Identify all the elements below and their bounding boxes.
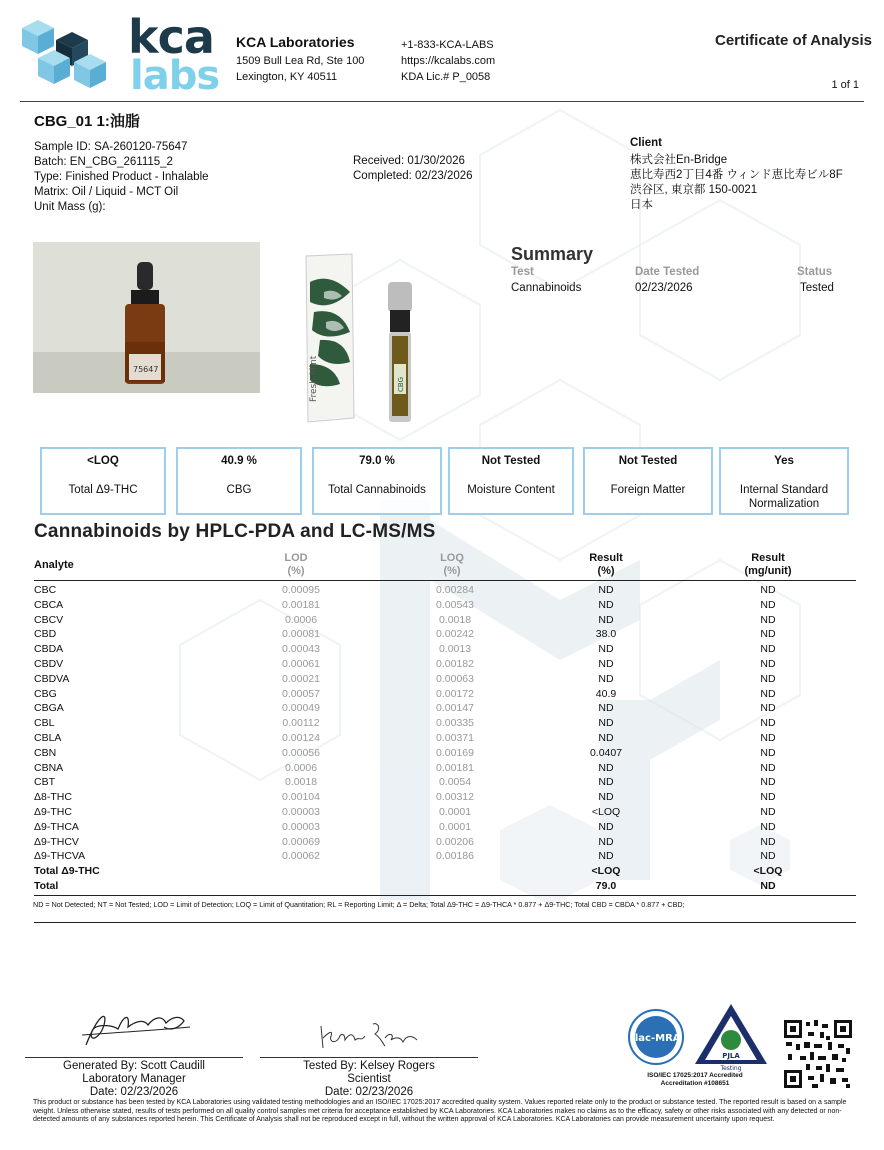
- result-pct-cell: ND: [598, 643, 614, 656]
- analyte-cell: Total Δ9-THC: [34, 865, 100, 878]
- result-mg-cell: ND: [760, 880, 776, 892]
- column-header-loq-label: LOQ: [440, 552, 464, 564]
- loq-cell: 0.0001: [438, 806, 472, 818]
- loq-cell: 0.00186: [436, 850, 474, 863]
- loq-cell: 0.00206: [436, 835, 474, 848]
- accreditation-line-2: Accreditation #108651: [660, 1080, 730, 1087]
- lod-cell: 0.00062: [282, 850, 320, 863]
- loq-cell: 0.00543: [436, 598, 474, 611]
- sample-photo-label: 75647: [133, 365, 159, 374]
- result-mg-cell: ND: [760, 613, 776, 626]
- lod-cell: 0.0006: [284, 613, 318, 626]
- result-mg-cell: ND: [760, 806, 776, 818]
- result-mg-cell: ND: [760, 820, 776, 833]
- package-label: Fresh Mint: [309, 355, 319, 402]
- result-pct-cell: ND: [598, 761, 614, 774]
- result-pct-cell: ND: [598, 598, 614, 611]
- kca-logo-icon: [20, 18, 120, 98]
- generated-by-name: Generated By: Scott Caudill: [63, 1060, 205, 1072]
- result-pct-cell: ND: [598, 717, 614, 730]
- result-pct-cell: 79.0: [595, 880, 617, 892]
- table-row: [34, 687, 856, 702]
- result-mg-cell: ND: [760, 598, 776, 611]
- header-divider: [20, 101, 864, 102]
- result-mg-cell: ND: [760, 776, 776, 789]
- matrix: Matrix: Oil / Liquid - MCT Oil: [34, 186, 179, 198]
- summary-title: Summary: [511, 244, 594, 264]
- ilac-text: ilac-MRA: [631, 1033, 681, 1044]
- result-pct-cell: 40.9: [595, 687, 617, 700]
- unit-mass: Unit Mass (g):: [34, 201, 106, 213]
- loq-cell: 0.00063: [436, 672, 474, 685]
- analyte-cell: CBDV: [34, 658, 64, 670]
- table-row: [34, 627, 856, 642]
- footnote-divider: [34, 922, 856, 923]
- analyte-cell: CBDVA: [34, 672, 70, 685]
- table-row: [34, 583, 856, 598]
- accreditation-text: [620, 1072, 770, 1088]
- table-total-row: [34, 879, 856, 894]
- generated-by-block: [25, 1060, 243, 1099]
- summary-test: Cannabinoids: [511, 282, 582, 294]
- column-header-result-mg-unit: (mg/unit): [744, 565, 792, 577]
- analyte-cell: CBN: [34, 746, 57, 759]
- summary-header-status: Status: [797, 266, 833, 278]
- tested-by-title: Scientist: [347, 1073, 391, 1085]
- result-pct-cell: <LOQ: [591, 865, 621, 878]
- loq-cell: 0.00147: [436, 702, 474, 715]
- lod-cell: 0.00003: [282, 820, 320, 833]
- dates: [353, 154, 473, 184]
- signature-line-tested: [260, 1057, 478, 1058]
- result-mg-cell: ND: [760, 850, 776, 863]
- loq-cell: 0.0001: [438, 820, 472, 833]
- lod-cell: 0.00057: [282, 687, 320, 700]
- accreditation-line-1: ISO/IEC 17025:2017 Accredited: [647, 1072, 743, 1079]
- generated-by-title: Laboratory Manager: [82, 1073, 186, 1085]
- table-row: [34, 790, 856, 805]
- loq-cell: 0.00335: [436, 717, 474, 730]
- logo-text-labs: labs: [130, 53, 220, 99]
- table-header-divider: [34, 580, 856, 581]
- loq-cell: 0.00371: [436, 732, 474, 744]
- column-header-result-pct-label: Result: [589, 552, 623, 564]
- sample-title: CBG_01 1:油脂: [34, 113, 140, 130]
- qr-code-icon[interactable]: [782, 1018, 854, 1090]
- loq-cell: 0.00242: [436, 628, 474, 641]
- sample-type: Type: Finished Product - Inhalable: [34, 171, 209, 183]
- received-date: Received: 01/30/2026: [353, 155, 465, 167]
- analyte-cell: CBCV: [34, 613, 64, 626]
- sample-id: Sample ID: SA-260120-75647: [34, 141, 188, 153]
- column-header-result-mg: [723, 552, 813, 578]
- lod-cell: 0.00104: [282, 791, 320, 804]
- client-line-3: 渋谷区, 東京都 150-0021: [630, 184, 758, 196]
- key-result-value: 40.9 %: [221, 455, 257, 467]
- column-header-lod-unit: (%): [287, 565, 305, 577]
- table-row: [34, 746, 856, 761]
- tested-by-date: Date: 02/23/2026: [324, 1086, 414, 1098]
- result-pct-cell: ND: [598, 672, 614, 685]
- signature-line-generated: [25, 1057, 243, 1058]
- table-row: [34, 849, 856, 864]
- key-result-value: 79.0 %: [359, 455, 395, 467]
- lod-cell: 0.00124: [282, 732, 320, 744]
- analyte-cell: CBGA: [34, 702, 64, 715]
- lod-cell: 0.00181: [282, 598, 320, 611]
- lod-cell: 0.00003: [282, 806, 320, 818]
- table-row: [34, 642, 856, 657]
- table-row: [34, 701, 856, 716]
- sample-details: [34, 140, 209, 215]
- key-result-box: [448, 447, 574, 515]
- lod-cell: 0.00043: [282, 643, 320, 656]
- key-result-label: Internal Standard Normalization: [739, 484, 829, 510]
- column-header-result-pct: [561, 552, 651, 578]
- result-pct-cell: ND: [598, 658, 614, 670]
- loq-cell: 0.00169: [436, 746, 474, 759]
- lod-cell: 0.00049: [282, 702, 320, 715]
- pjla-subtext: Testing: [720, 1065, 742, 1072]
- result-pct-cell: ND: [598, 791, 614, 804]
- result-mg-cell: ND: [760, 672, 776, 685]
- section-title: Cannabinoids by HPLC-PDA and LC-MS/MS: [34, 521, 436, 542]
- key-result-box: [719, 447, 849, 515]
- table-row: [34, 761, 856, 776]
- analyte-cell: Δ8-THC: [34, 791, 72, 804]
- analyte-cell: CBLA: [34, 732, 62, 744]
- analyte-cell: Total: [34, 880, 59, 892]
- result-pct-cell: ND: [598, 613, 614, 626]
- key-result-box: [583, 447, 713, 515]
- loq-cell: 0.00312: [436, 791, 474, 804]
- lod-cell: 0.0018: [284, 776, 318, 789]
- result-mg-cell: ND: [760, 746, 776, 759]
- result-mg-cell: <LOQ: [753, 865, 783, 878]
- page-number: 1 of 1: [831, 79, 859, 91]
- result-mg-cell: ND: [760, 791, 776, 804]
- lod-cell: 0.0006: [284, 761, 318, 774]
- analyte-cell: CBCA: [34, 598, 64, 611]
- key-result-value: Not Tested: [618, 455, 678, 467]
- table-row: [34, 835, 856, 850]
- analyte-cell: CBDA: [34, 643, 64, 656]
- result-mg-cell: ND: [760, 761, 776, 774]
- column-header-loq-unit: (%): [443, 565, 461, 577]
- analyte-cell: Δ9-THCVA: [34, 850, 86, 863]
- column-header-analyte: Analyte: [34, 559, 74, 571]
- table-row: [34, 613, 856, 628]
- loq-cell: 0.00181: [436, 761, 474, 774]
- key-result-value: Yes: [774, 455, 794, 467]
- column-header-result-mg-label: Result: [751, 552, 785, 564]
- pjla-text: PJLA: [722, 1052, 740, 1060]
- loq-cell: 0.00182: [436, 658, 474, 670]
- result-mg-cell: ND: [760, 687, 776, 700]
- result-mg-cell: ND: [760, 628, 776, 641]
- summary-header-test: Test: [511, 266, 534, 278]
- signature-scott-caudill: [78, 1005, 198, 1053]
- column-header-lod-label: LOD: [284, 552, 308, 564]
- footnote: ND = Not Detected; NT = Not Tested; LOD = Limit of Detection; LOQ = Limit of Quantitation; RL = Reporting Limit; Δ = Delta; Total Δ9-THC = Δ9-THCA * 0.877 + Δ9-THC; Total CBD = CBDA * 0.877 + CBD;: [33, 900, 685, 909]
- analyte-cell: CBC: [34, 584, 57, 596]
- lod-cell: 0.00061: [282, 658, 320, 670]
- result-pct-cell: 38.0: [595, 628, 617, 641]
- key-result-box: [176, 447, 302, 515]
- document-title: Certificate of Analysis: [715, 32, 872, 49]
- key-result-label: Total Δ9-THC: [68, 484, 138, 496]
- result-mg-cell: ND: [760, 643, 776, 656]
- summary-status: Tested: [800, 282, 834, 294]
- website[interactable]: https://kcalabs.com: [401, 55, 496, 67]
- result-pct-cell: ND: [598, 702, 614, 715]
- key-result-box: [40, 447, 166, 515]
- sample-photo: [33, 242, 260, 393]
- analyte-cell: Δ9-THCA: [34, 820, 79, 833]
- column-header-loq: [407, 552, 497, 578]
- client-line-1: 株式会社En-Bridge: [630, 154, 728, 166]
- loq-cell: 0.00172: [436, 687, 474, 700]
- address-line-1: 1509 Bull Lea Rd, Ste 100: [236, 55, 365, 67]
- analyte-cell: CBD: [34, 628, 57, 641]
- tested-by-name: Tested By: Kelsey Rogers: [303, 1060, 435, 1072]
- lod-cell: 0.00112: [282, 717, 320, 730]
- table-row: [34, 672, 856, 687]
- lod-cell: 0.00056: [282, 746, 320, 759]
- batch: Batch: EN_CBG_261115_2: [34, 156, 173, 168]
- result-pct-cell: ND: [598, 776, 614, 789]
- key-result-box: [312, 447, 442, 515]
- analyte-cell: CBNA: [34, 761, 64, 774]
- summary-date: 02/23/2026: [635, 282, 693, 294]
- license-number: KDA Lic.# P_0058: [401, 71, 491, 83]
- analyte-cell: CBG: [34, 687, 57, 700]
- summary-header-date: Date Tested: [635, 266, 700, 278]
- analyte-cell: CBL: [34, 717, 55, 730]
- loq-cell: 0.0013: [438, 643, 472, 656]
- result-pct-cell: ND: [598, 732, 614, 744]
- product-photo: [290, 252, 440, 432]
- cartridge-label: CBG: [397, 377, 405, 392]
- pjla-logo-icon: [693, 1002, 769, 1072]
- legal-disclaimer: This product or substance has been tested by KCA Laboratories using validated testing methodologies and an ISO/IEC 17025:2017 accredited quality system. Values reported relate only to the product or substance tested. The reported result is based on a sample weight. Unless otherwise stated, results of tests performed on all quality control samples met criteria for acceptance established by KCA Laboratories. KCA Laboratories makes no claims as to the efficacy, safety or other risks associated with any detected or non-detected amounts of any substances reported herein. This Certificate of Analysis shall not be reproduced except in full, without the written approval of KCA Laboratories. KCA Laboratories can provide measurement uncertainty upon request.: [33, 1099, 847, 1123]
- client-address: [630, 153, 843, 213]
- tested-by-block: [260, 1060, 478, 1099]
- completed-date: Completed: 02/23/2026: [353, 170, 473, 182]
- table-row: [34, 657, 856, 672]
- table-total-row: [34, 864, 856, 879]
- address-line-2: Lexington, KY 40511: [236, 71, 338, 83]
- loq-cell: 0.0018: [438, 613, 472, 626]
- column-header-result-pct-unit: (%): [597, 565, 615, 577]
- result-pct-cell: <LOQ: [591, 806, 621, 818]
- table-row: [34, 805, 856, 820]
- table-row: [34, 716, 856, 731]
- result-pct-cell: ND: [598, 584, 614, 596]
- table-row: [34, 820, 856, 835]
- table-bottom-divider: [34, 895, 856, 896]
- key-result-label: Total Cannabinoids: [328, 484, 426, 496]
- company-name: KCA Laboratories: [236, 34, 355, 50]
- result-mg-cell: ND: [760, 717, 776, 730]
- key-result-label: CBG: [226, 484, 252, 496]
- lod-cell: 0.00021: [282, 672, 320, 685]
- ilac-mra-logo-icon: [622, 1008, 690, 1066]
- lod-cell: 0.00095: [282, 584, 320, 596]
- result-mg-cell: ND: [760, 658, 776, 670]
- table-row: [34, 731, 856, 746]
- result-mg-cell: ND: [760, 702, 776, 715]
- analyte-cell: Δ9-THCV: [34, 835, 79, 848]
- lod-cell: 0.00081: [282, 628, 320, 641]
- generated-by-date: Date: 02/23/2026: [89, 1086, 179, 1098]
- lod-cell: 0.00069: [282, 835, 320, 848]
- column-header-lod: [251, 552, 341, 578]
- client-label: Client: [630, 137, 662, 149]
- phone: +1-833-KCA-LABS: [401, 39, 494, 51]
- key-result-value: Not Tested: [481, 455, 541, 467]
- result-mg-cell: ND: [760, 835, 776, 848]
- result-mg-cell: ND: [760, 584, 776, 596]
- logo-text-kca: kca: [128, 10, 214, 64]
- result-pct-cell: ND: [598, 835, 614, 848]
- analyte-cell: Δ9-THC: [34, 806, 72, 818]
- result-pct-cell: 0.0407: [589, 746, 623, 759]
- table-row: [34, 775, 856, 790]
- signature-kelsey-rogers: [315, 1018, 425, 1054]
- client-line-4: 日本: [630, 199, 653, 211]
- result-pct-cell: ND: [598, 850, 614, 863]
- loq-cell: 0.0054: [438, 776, 472, 789]
- result-pct-cell: ND: [598, 820, 614, 833]
- result-mg-cell: ND: [760, 732, 776, 744]
- client-line-2: 恵比寿西2丁目4番 ウィンド恵比寿ビル8F: [630, 169, 843, 181]
- table-row: [34, 598, 856, 613]
- key-result-value: <LOQ: [87, 455, 119, 467]
- key-result-label: Moisture Content: [467, 484, 555, 496]
- loq-cell: 0.00284: [436, 584, 474, 596]
- key-result-label: Foreign Matter: [610, 484, 686, 496]
- analyte-cell: CBT: [34, 776, 55, 789]
